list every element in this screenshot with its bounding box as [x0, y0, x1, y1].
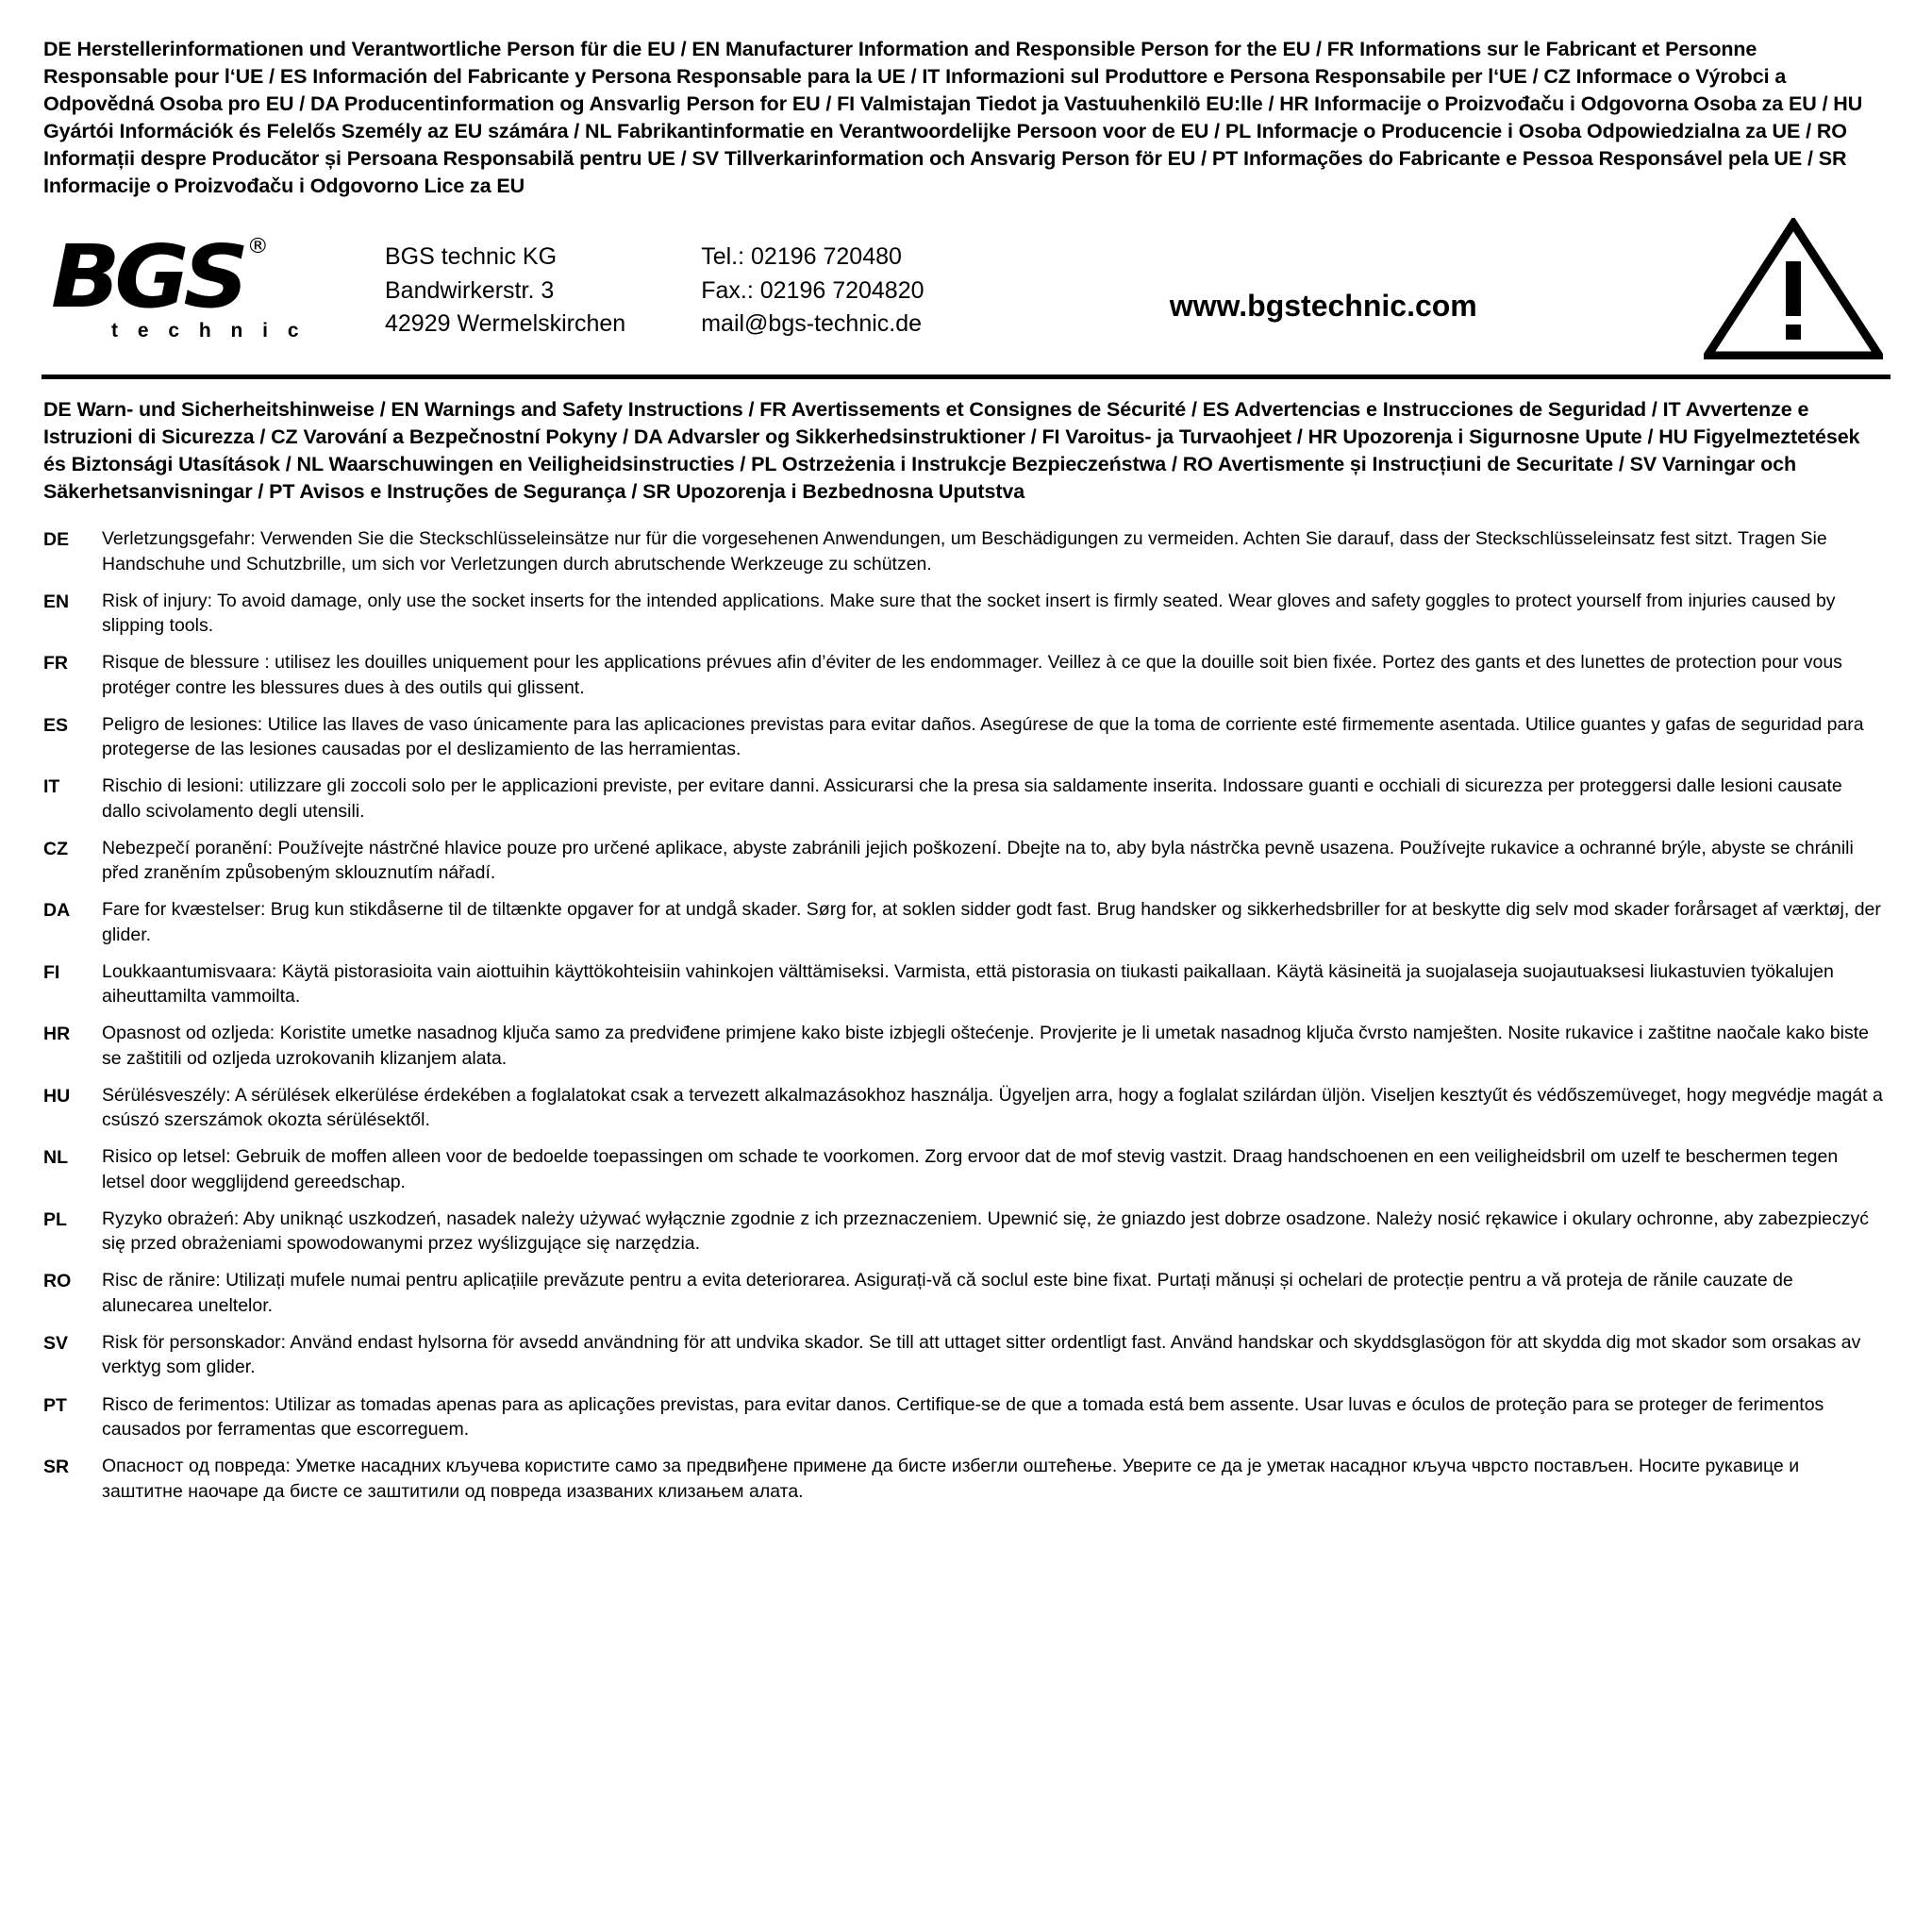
registered-trademark-icon: ® [246, 234, 269, 258]
language-text: Risque de blessure : utilisez les douilles uniquement pour les applications prévues afin d’éviter de les endommager. Veillez à ce que la douille soit bien fixée. Portez des gants et des lunettes de protection pour vous protéger contre les blessures dues à des outils qui glissent. [102, 652, 1842, 698]
company-city: 42929 Wermelskirchen [385, 310, 626, 338]
company-street: Bandwirkerstr. 3 [385, 276, 555, 304]
language-code: ES [43, 714, 69, 736]
list-item [43, 650, 1887, 700]
list-item [43, 1454, 1887, 1504]
language-code: CZ [43, 838, 68, 859]
language-text: Fare for kvæstelser: Brug kun stikdåserne til de tiltænkte opgaver for at undgå skader. Sørg for, at soklen sidder godt fast. Brug handsker og sikkerhedsbriller for at beskytte dig selv mod skader forårsaget af værktøj, der glider. [102, 899, 1881, 945]
language-code: PL [43, 1208, 67, 1230]
language-code: HR [43, 1024, 71, 1045]
language-code: FR [43, 653, 68, 675]
list-item [43, 959, 1887, 1009]
safety-instructions-list [42, 526, 1890, 1504]
language-text: Nebezpečí poranění: Používejte nástrčné hlavice pouze pro určené aplikace, abyste zabránili jejich poškození. Dbejte na to, aby byla nástrčka pevně usazena. Používejte rukavice a ochranné brýle, abyste se chránili před zraněním způsobeným sklouznutím nářadí. [102, 837, 1854, 884]
bgs-logo-wordmark [51, 225, 269, 327]
list-item [43, 1268, 1887, 1318]
language-text: Risco de ferimentos: Utilizar as tomadas apenas para as aplicações previstas, para evitar danos. Certifique-se de que a tomada está bem assente. Usar luvas e óculos de proteção para se proteger de ferimentos causados por ferramentas que escorreguem. [102, 1393, 1824, 1441]
language-code: PT [43, 1394, 67, 1416]
company-address [362, 237, 625, 341]
language-text: Rischio di lesioni: utilizzare gli zoccoli solo per le applicazioni previste, per evitare danni. Assicurarsi che la presa sia saldamente inserita. Indossare guanti e occhiali di sicurezza per proteggersi dalle lesioni causate dallo scivolamento degli utensili. [102, 775, 1842, 822]
safety-instructions-heading: DE Warn- und Sicherheitshinweise / EN Warnings and Safety Instructions / FR Avertissements et Consignes de Sécurité / ES Advertencias e Instrucciones de Seguridad / IT Avvertenze e Istruzioni di Sicurezza / CZ Varování a Bezpečnostní Pokyny / DA Advarsler og Sikkerhedsinstruktioner / FI Varoitus- ja Turvaohjeet / HR Upozorenja i Sigurnosne Upute / HU Figyelmeztetések és Biztonsági Utasítások / NL Waarschuwingen en Veiligheidsinstructies / PL Ostrzeżenia i Instrukcje Bezpieczeństwa / RO Avertismente și Instrucțiuni de Securitate / SV Varningar och Säkerhetsanvisningar / PT Avisos e Instruções de Segurança / SR Upozorenja i Bezbednosna Uputstva [43, 398, 1860, 504]
bgs-logo-text: BGS [51, 225, 243, 327]
language-code: IT [43, 776, 60, 798]
company-fax: Fax.: 02196 7204820 [701, 276, 924, 304]
list-item [43, 526, 1887, 576]
list-item [43, 1021, 1887, 1071]
language-text: Risc de rănire: Utilizați mufele numai pentru aplicațiile prevăzute pentru a evita deteriorarea. Asigurați-vă că soclul este bine fixat. Purtați mănuși și ochelari de protecție pentru a vă proteja de rănile cauzate de alunecarea uneltelor. [102, 1270, 1793, 1316]
language-text: Ryzyko obrażeń: Aby uniknąć uszkodzeń, nasadek należy używać wyłącznie zgodnie z ich przeznaczeniem. Upewnić się, że gniazdo jest dobrze osadzone. Należy nosić rękawice i okulary ochronne, aby zabezpieczyć się przed obrażeniami spowodowanymi przez wyślizgujące się narzędzia. [102, 1208, 1869, 1255]
language-code: RO [43, 1271, 72, 1292]
list-item [43, 1330, 1887, 1380]
warning-triangle-icon [1694, 218, 1889, 359]
bgs-logo [43, 225, 362, 342]
language-text: Sérülésveszély: A sérülések elkerülése érdekében a foglalatokat csak a tervezett alkalmazásokhoz használja. Ügyeljen arra, hogy a foglalat szilárdan üljön. Viseljen kesztyűt és védőszemüveget, hogy megvédje magát a csúszó szerszámok okozta sérülésektől. [102, 1084, 1883, 1131]
list-item [43, 1083, 1887, 1133]
language-text: Peligro de lesiones: Utilice las llaves de vaso únicamente para las aplicaciones previstas para evitar daños. Asegúrese de que la toma de corriente esté firmemente asentada. Utilice guantes y gafas de seguridad para protegerse de las lesiones causadas por el deslizamiento de las herramientas. [102, 713, 1864, 760]
language-code: DA [43, 900, 71, 922]
list-item [43, 589, 1887, 639]
language-text: Risk of injury: To avoid damage, only use the socket inserts for the intended applications. Make sure that the socket insert is firmly seated. Wear gloves and safety goggles to protect yourself from injuries caused by slipping tools. [102, 590, 1836, 637]
language-text: Opasnost od ozljeda: Koristite umetke nasadnog ključa samo za predviđene primjene kako biste izbjegli oštećenje. Provjerite je li umetak nasadnog ključa čvrsto namješten. Nosite rukavice i zaštitne naočale kako biste se zaštitili od ozljeda uzrokovanih klizanjem alata. [102, 1023, 1869, 1069]
language-code: NL [43, 1147, 68, 1169]
list-item [43, 897, 1887, 947]
language-code: HU [43, 1085, 71, 1107]
language-text: Loukkaantumisvaara: Käytä pistorasioita vain aiottuihin käyttökohteisiin vahinkojen välttämiseksi. Varmista, että pistorasia on tiukasti paikallaan. Käytä käsineitä ja suojalaseja suojautuaksesi liukastuvien työkalujen aiheuttamilta vammoilta. [102, 960, 1834, 1008]
company-website: www.bgstechnic.com [1169, 288, 1477, 323]
language-text: Risk för personskador: Använd endast hylsorna för avsedd användning för att undvika skador. Se till att uttaget sitter ordentligt fast. Använd handskar och skyddsglasögon för att skydda dig mot skador som orsakas av verktyg som glider. [102, 1331, 1861, 1378]
list-item [43, 1144, 1887, 1194]
company-contact [625, 237, 924, 341]
company-email: mail@bgs-technic.de [701, 310, 923, 338]
language-code: EN [43, 591, 70, 612]
manufacturer-info-heading: DE Herstellerinformationen und Verantwortliche Person für die EU / EN Manufacturer Information and Responsible Person for the EU / FR Informations sur le Fabricant et Personne Responsable pour l‘UE / ES Información del Fabricante y Persona Responsable para la UE / IT Informazioni sul Produttore e Persona Responsabile per l‘UE / CZ Informace o Výrobci a Odpovědná Osoba pro EU / DA Producentinformation og Ansvarlig Person for EU / FI Valmistajan Tiedot ja Vastuuhenkilö EU:lle / HR Informacije o Proizvođaču i Odgovorna Osoba za EU / HU Gyártói Információk és Felelős Személy az EU számára / NL Fabrikantinformatie en Verantwoordelijke Persoon voor de EU / PL Informacje o Producencie i Osoba Odpowiedzialna za UE / RO Informații despre Producător și Persoana Responsabilă pentru UE / SV Tillverkarinformation och Ansvarig Person för EU / PT Informações do Fabricante e Pessoa Responsável pela UE / SR Informacije o Proizvođaču i Odgovorno Lice za EU [43, 38, 1863, 197]
language-code: SR [43, 1457, 70, 1478]
language-text: Risico op letsel: Gebruik de moffen alleen voor de bedoelde toepassingen om schade te voorkomen. Zorg ervoor dat de mof stevig vastzit. Draag handschoenen en een veiligheidsbril om uzelf te beschermen tegen letsel door wegglijdend gereedschap. [102, 1146, 1839, 1192]
language-code: SV [43, 1332, 69, 1354]
list-item [43, 712, 1887, 762]
list-item [43, 1207, 1887, 1257]
language-code: DE [43, 529, 70, 551]
language-code: FI [43, 961, 60, 983]
company-band [42, 214, 1890, 379]
bgs-logo-subtitle: t e c h n i c [111, 320, 307, 342]
list-item [43, 774, 1887, 824]
company-name: BGS technic KG [385, 243, 558, 271]
language-text: Опасност од повреда: Уметке насадних кључева користите само за предвиђене примене да бисте избегли оштећење. Уверите се да је уметак насадног кључа чврсто постављен. Носите рукавице и заштитне наочаре да бисте се заштитили од повреда изазваних клизањем алата. [102, 1456, 1800, 1502]
list-item [43, 836, 1887, 886]
company-telephone: Tel.: 02196 720480 [701, 243, 902, 271]
list-item [43, 1392, 1887, 1442]
language-text: Verletzungsgefahr: Verwenden Sie die Steckschlüsseleinsätze nur für die vorgesehenen Anwendungen, um Beschädigungen zu vermeiden. Achten Sie darauf, dass der Steckschlüsseleinsatz fest sitzt. Tragen Sie Handschuhe und Schutzbrille, um sich vor Verletzungen durch abrutschende Werkzeuge zu schützen. [102, 528, 1827, 575]
